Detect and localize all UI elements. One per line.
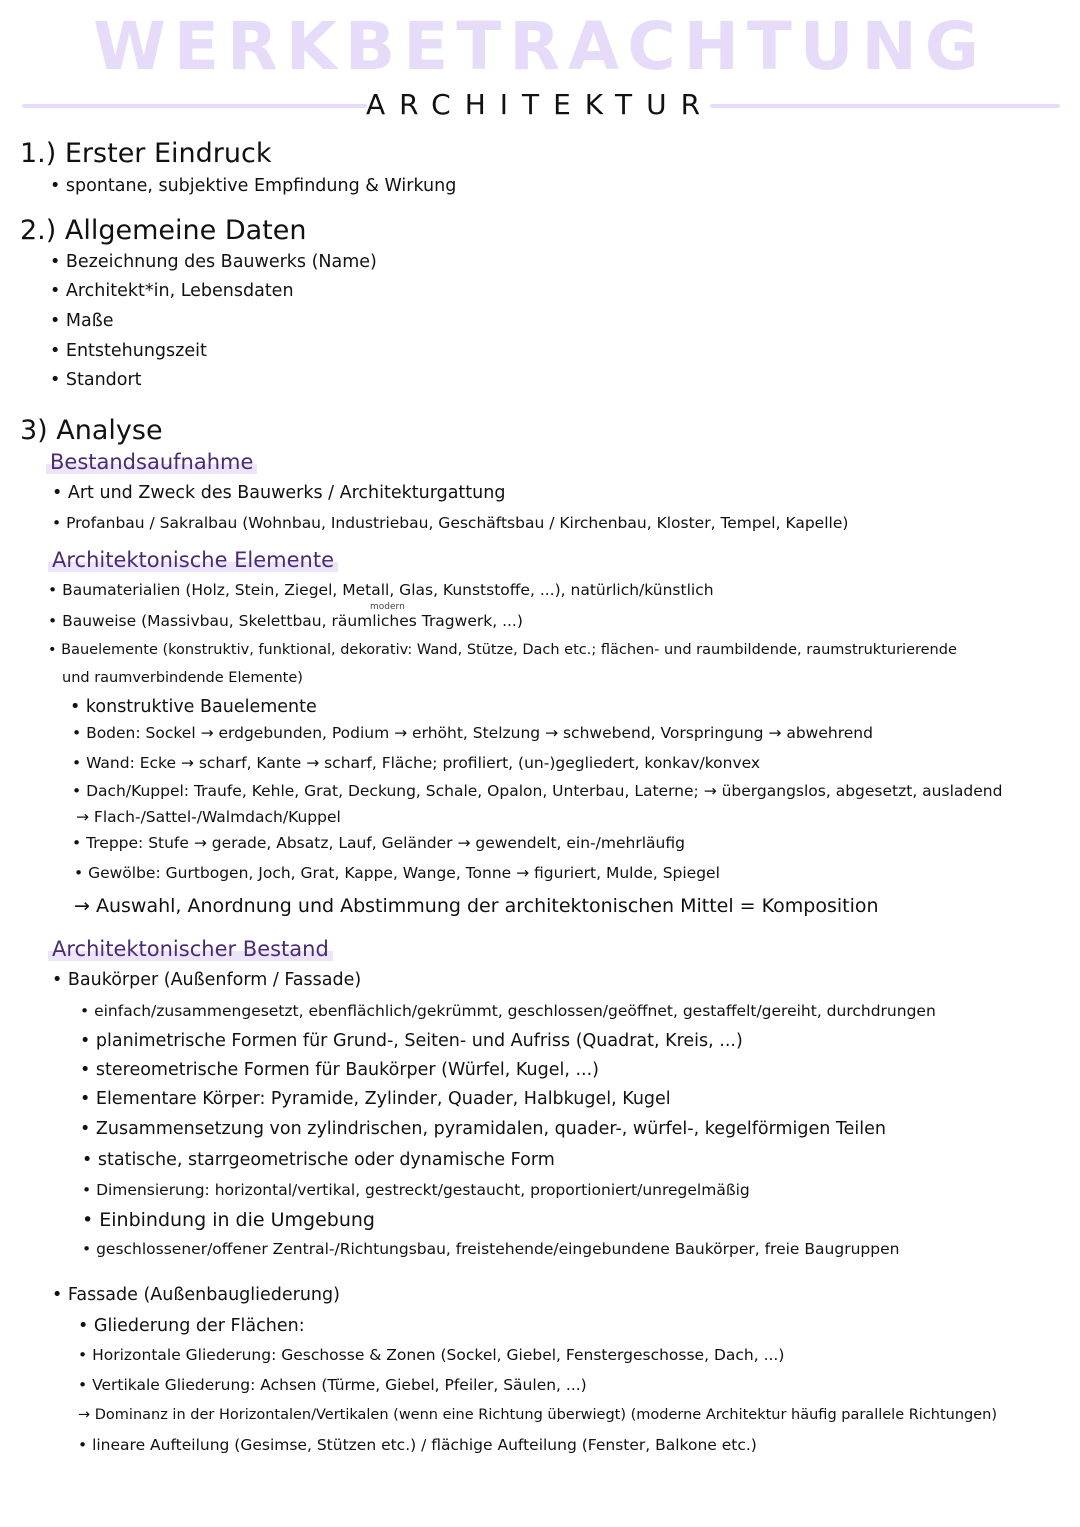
list-item: • Gewölbe: Gurtbogen, Joch, Grat, Kappe, Wange, Tonne → figuriert, Mulde, Spiegel (74, 864, 720, 882)
subheading-architektonischer-bestand (48, 937, 333, 961)
list-item: • Maße (50, 311, 114, 331)
section-heading-2: 2.) Allgemeine Daten (20, 215, 307, 246)
list-item: • Zusammensetzung von zylindrischen, pyramidalen, quader-, würfel-, kegelförmigen Teilen (80, 1119, 886, 1139)
list-item: • Standort (50, 370, 142, 390)
list-item: • Architekt*in, Lebensdaten (50, 281, 294, 301)
list-item: → Auswahl, Anordnung und Abstimmung der architektonischen Mittel = Komposition (74, 895, 879, 917)
section-heading-3: 3) Analyse (20, 415, 163, 446)
list-item: • geschlossener/offener Zentral-/Richtungsbau, freistehende/eingebundene Baukörper, freie Baugruppen (82, 1240, 900, 1258)
subheading-bestandsaufnahme (46, 450, 257, 474)
list-item: • Dach/Kuppel: Traufe, Kehle, Grat, Deckung, Schale, Opalon, Unterbau, Laterne; → übergangslos, abgesetzt, ausladend (72, 782, 1003, 800)
list-item: • einfach/zusammengesetzt, ebenflächlich/gekrümmt, geschlossen/geöffnet, gestaffelt/gereiht, durchdrungen (80, 1002, 936, 1020)
list-item: • Entstehungszeit (50, 341, 207, 361)
subheading-label: Architektonische Elemente (48, 548, 338, 572)
list-item: und raumverbindende Elemente) (62, 670, 303, 686)
subheading-label: Architektonischer Bestand (48, 937, 333, 961)
subheading-architektonische-elemente (48, 548, 338, 572)
list-item: • statische, starrgeometrische oder dynamische Form (82, 1150, 555, 1170)
list-item: • Art und Zweck des Bauwerks / Architekturgattung (52, 483, 506, 503)
list-item: • Baukörper (Außenform / Fassade) (52, 970, 362, 990)
list-item: • Wand: Ecke → scharf, Kante → scharf, Fläche; profiliert, (un-)gegliedert, konkav/konvex (72, 754, 761, 772)
list-item: • Boden: Sockel → erdgebunden, Podium → erhöht, Stelzung → schwebend, Vorspringung → abwehrend (72, 724, 873, 742)
list-item: • Profanbau / Sakralbau (Wohnbau, Industriebau, Geschäftsbau / Kirchenbau, Kloster, Tempel, Kapelle) (52, 514, 849, 532)
list-item: • Gliederung der Flächen: (78, 1316, 305, 1336)
list-item: • spontane, subjektive Empfindung & Wirkung (50, 176, 457, 196)
list-item: • lineare Aufteilung (Gesimse, Stützen etc.) / flächige Aufteilung (Fenster, Balkone etc.) (78, 1436, 757, 1454)
list-item: → Dominanz in der Horizontalen/Vertikalen (wenn eine Richtung überwiegt) (moderne Architektur häufig parallele Richtungen) (78, 1407, 998, 1423)
list-item: • Bauelemente (konstruktiv, funktional, dekorativ: Wand, Stütze, Dach etc.; flächen- und raumbildende, raumstrukturierende (48, 642, 957, 658)
list-item: • Elementare Körper: Pyramide, Zylinder, Quader, Halbkugel, Kugel (80, 1089, 671, 1109)
list-item: • Vertikale Gliederung: Achsen (Türme, Giebel, Pfeiler, Säulen, ...) (78, 1376, 587, 1394)
list-item: • Fassade (Außenbaugliederung) (52, 1285, 340, 1305)
list-item: • Einbindung in die Umgebung (82, 1209, 375, 1231)
list-item: • planimetrische Formen für Grund-, Seiten- und Aufriss (Quadrat, Kreis, ...) (80, 1031, 743, 1051)
list-item: • Baumaterialien (Holz, Stein, Ziegel, Metall, Glas, Kunststoffe, ...), natürlich/künstlich (48, 581, 714, 599)
list-item: • konstruktive Bauelemente (70, 697, 317, 717)
list-item: • Treppe: Stufe → gerade, Absatz, Lauf, Geländer → gewendelt, ein-/mehrläufig (72, 834, 685, 852)
list-item: • Dimensierung: horizontal/vertikal, gestreckt/gestaucht, proportioniert/unregelmäßig (82, 1181, 750, 1199)
list-item: → Flach-/Sattel-/Walmdach/Kuppel (76, 808, 341, 826)
page-title: WERKBETRACHTUNG (93, 8, 987, 85)
annotation-modern: modern (370, 602, 405, 612)
section-heading-1: 1.) Erster Eindruck (20, 138, 272, 169)
list-item: • Bauweise (Massivbau, Skelettbau, räumliches Tragwerk, ...) (48, 612, 523, 630)
list-item: • Bezeichnung des Bauwerks (Name) (50, 252, 377, 272)
subheading-label: Bestandsaufnahme (46, 450, 257, 474)
page-subtitle: ARCHITEKTUR (365, 88, 715, 121)
list-item: • Horizontale Gliederung: Geschosse & Zonen (Sockel, Giebel, Fenstergeschosse, Dach, ...) (78, 1346, 785, 1364)
list-item: • stereometrische Formen für Baukörper (Würfel, Kugel, ...) (80, 1060, 599, 1080)
